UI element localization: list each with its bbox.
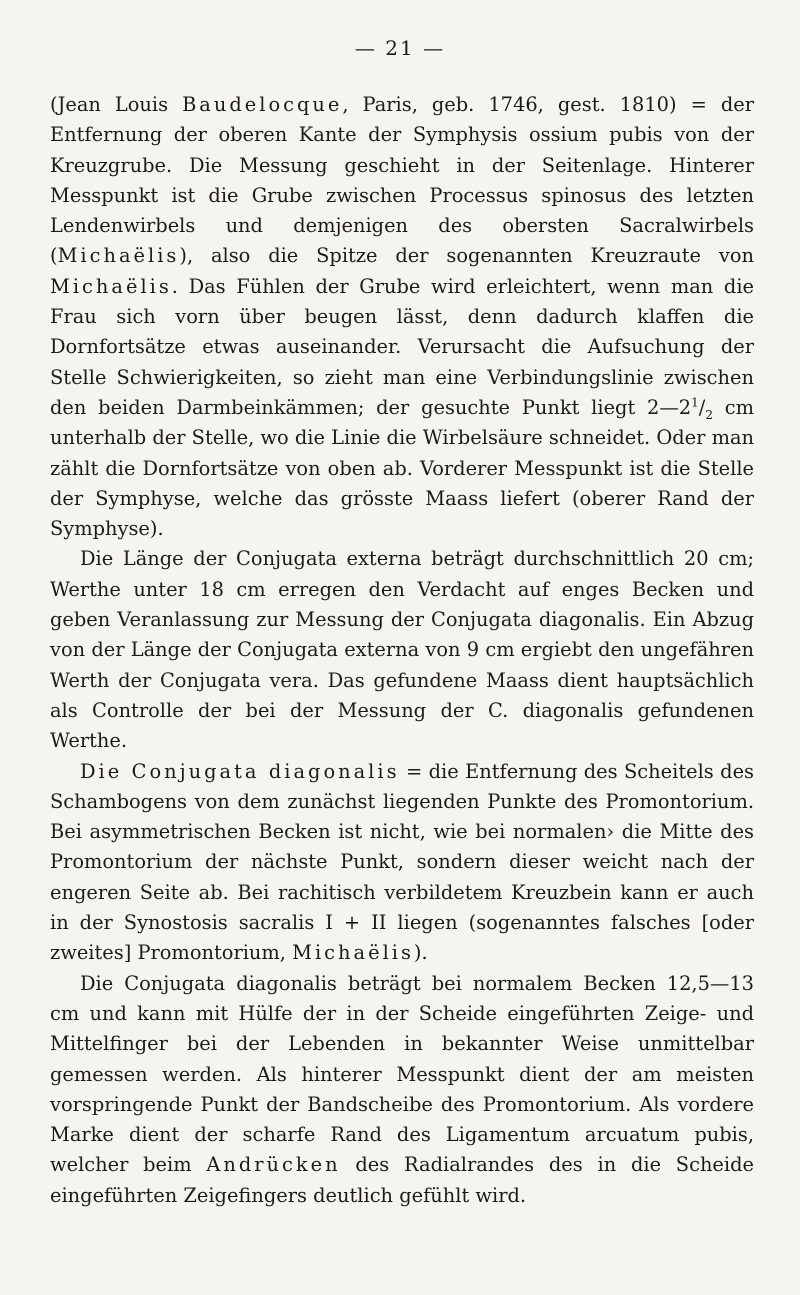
paragraph-conjugata-externa: Die Länge der Conjugata externa beträgt durchschnittlich 20 cm; Werthe unter 18 cm erregen den Verdacht auf enges Becken und geben Veranlassung zur Messung der Conjugata diagonalis. Ein Abzug von der Länge der Conjugata externa von 9 cm ergiebt den ungefähren Werth der Conjugata vera. Das gefundene Maass dient hauptsächlich als Controlle der bei der Messung der C. diagonalis gefundenen Werthe.: [50, 547, 754, 753]
text-run: , Paris, geb. 1746, gest. 1810) = der Entfernung der oberen Kante der Symphysis ossium pubis von der Kreuzgrube. Die Messung geschieht in der Seitenlage. Hinterer Messpunkt ist die Grube zwischen Processus spinosus des letzten Lendenwirbels und demjenigen des obersten Sacralwirbels (: [50, 93, 754, 268]
term-conjugata-diagonalis: Die Conjugata diagonalis: [80, 759, 400, 783]
page-number: — 21 —: [354, 36, 446, 60]
author-name-michaelis: Michaëlis: [57, 244, 180, 268]
text-run: Die Conjugata diagonalis beträgt bei normalem Becken 12,5—13 cm und kann mit Hülfe der in der Scheide eingeführten Zeige- und Mittelfinger bei der Lebenden in bekannter Weise unmittelbar gemessen werden. Als hinterer Messpunkt dient der am meisten vorspringende Punkt der Bandscheibe des Promontorium. Als vordere Marke dient der scharfe Rand des Ligamentum arcuatum pubis, welcher beim: [50, 971, 754, 1177]
body-text: [50, 90, 754, 1211]
author-name-michaelis: Michaëlis: [292, 941, 414, 965]
text-run: ), also die Spitze der sogenannten Kreuzraute von: [179, 244, 754, 268]
author-name-baudelocque: Baudelocque: [182, 93, 343, 116]
term-andruecken: Andrücken: [206, 1153, 341, 1177]
text-run: . Das Fühlen der Grube wird erleichtert, wenn man die Frau sich vorn über beugen lässt, denn dadurch klaffen die Dornfortsätze etwas auseinander. Verursacht die Aufsuchung der Stelle Schwierigkeiten, so zieht man eine Verbindungslinie zwischen den beiden Darmbeinkämmen; der gesuchte Punkt liegt 2—2: [50, 274, 754, 419]
text-run: cm unterhalb der Stelle, wo die Linie die Wirbelsäure schneidet. Oder man zählt die Dornfortsätze von oben ab. Vorderer Messpunkt ist die Stelle der Symphyse, welche das grösste Maass liefert (oberer Rand der Symphyse).: [50, 395, 754, 541]
text-run: (Jean Louis: [50, 93, 183, 116]
text-run: = die Entfernung des Scheitels des Schambogens von dem zunächst liegenden Punkte des Promontorium. Bei asymmetrischen Becken ist nicht, wie bei normalen› die Mitte des Promontorium der nächste Punkt, sondern dieser weicht nach der engeren Seite ab. Bei rachitisch verbildetem Kreuzbein kann er auch in der Synostosis sacralis I + II liegen (sogenanntes falsches [oder zweites] Promontorium,: [50, 759, 754, 965]
text-run: ).: [413, 941, 428, 965]
paragraph-conjugata-diagonalis: [50, 757, 754, 969]
paragraph-baudelocque: (Jean Louis Baudelocque, Paris, geb. 1746, gest. 1810) = der Entfernung der oberen Kante der Symphysis ossium pubis von der Kreuzgrube. Die Messung geschieht in der Seitenlage. Hinterer Messpunkt ist die Grube zwischen Processus spinosus des letzten Lendenwirbels und demjenigen des obersten Sacralwirbels (Michaëlis), also die Spitze der sogenannten Kreuzraute von Michaëlis. Das Fühlen der Grube wird erleichtert, wenn man die Frau sich vorn über beugen lässt, denn dadurch klaffen die Dornfortsätze etwas auseinander. Verursacht die Aufsuchung der Stelle Schwierigkeiten, so zieht man eine Verbindungslinie zwischen den beiden Darmbeinkämmen; der gesuchte Punkt liegt $2—2^1/_2$ cm unterhalb der Stelle, wo die Linie die Wirbelsäure schneidet. Oder man zählt die Dornfortsätze von oben ab. Vorderer Messpunkt ist die Stelle der Symphyse, welche das grösste Maass liefert (oberer Rand der Symphyse).: [50, 93, 754, 541]
text-run: des Radialrandes des in die Scheide eingeführten Zeigefingers deutlich gefühlt wird.: [50, 1153, 754, 1207]
author-name-michaelis: Michaëlis: [50, 274, 172, 298]
fraction-numerator: 1: [691, 395, 699, 410]
fraction-denominator: 2: [705, 407, 713, 422]
paragraph-measurement: [50, 969, 754, 1211]
